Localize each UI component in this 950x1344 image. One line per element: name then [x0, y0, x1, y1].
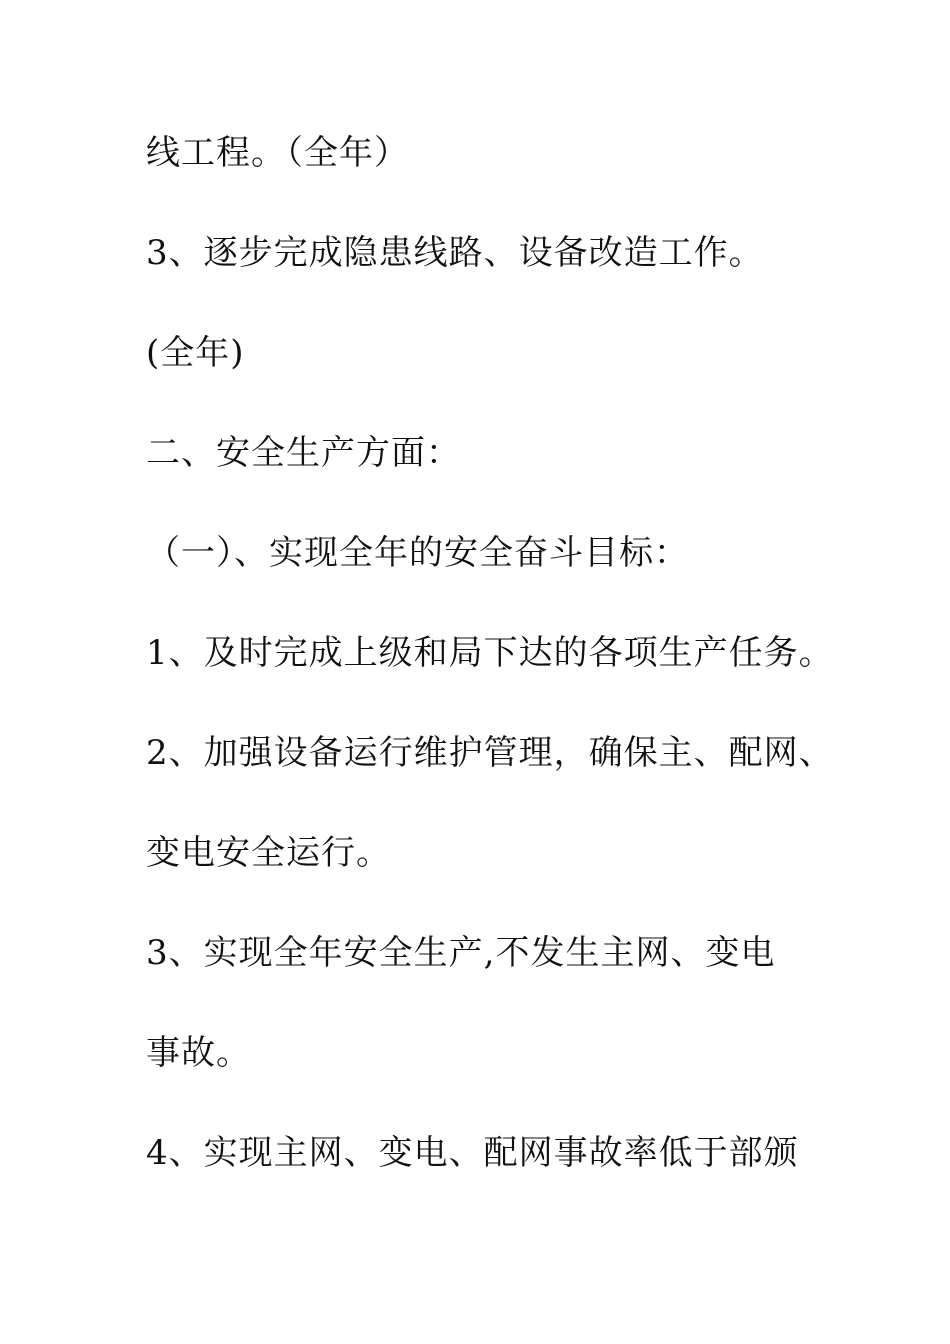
- text-line-6: 1、及时完成上级和局下达的各项生产任务。: [146, 633, 834, 673]
- text-line-10: 事故。: [146, 1033, 251, 1073]
- subsection-heading: （一）、实现全年的安全奋斗目标：: [146, 533, 689, 573]
- text-line-9: 3、实现全年安全生产,不发生主网、变电: [146, 933, 776, 973]
- section-heading: 二、安全生产方面：: [146, 433, 461, 473]
- text-line-11: 4、实现主网、变电、配网事故率低于部颁: [146, 1133, 799, 1173]
- text-line-8: 变电安全运行。: [146, 833, 391, 873]
- text-line-7: 2、加强设备运行维护管理，确保主、配网、: [146, 733, 834, 773]
- text-line-3: (全年): [146, 333, 245, 373]
- text-line-2: 3、逐步完成隐患线路、设备改造工作。: [146, 233, 764, 273]
- text-line-1: 线工程。（全年）: [146, 133, 409, 173]
